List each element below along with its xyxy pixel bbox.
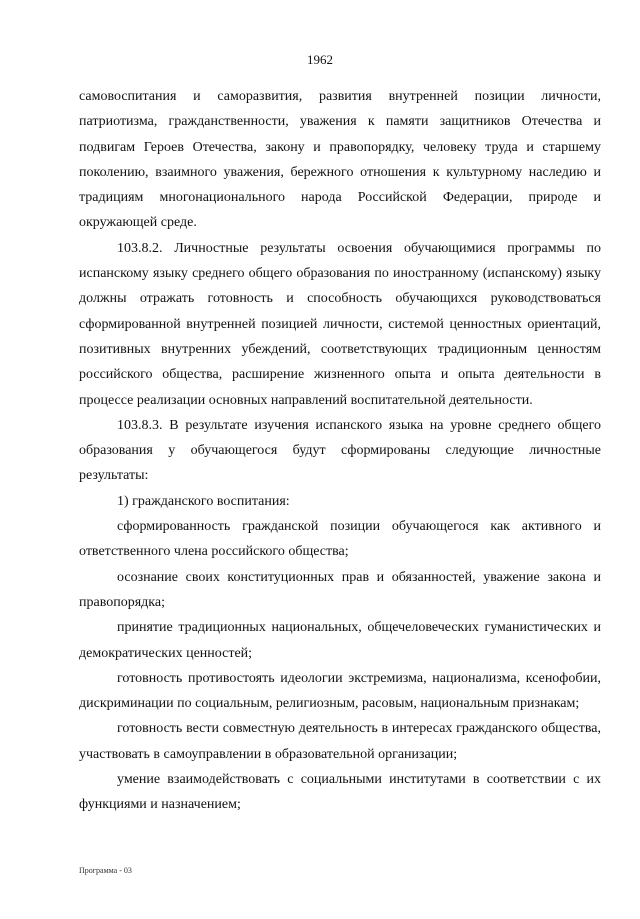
paragraph: умение взаимодействовать с социальными институтами в соответствии с их функциями и назначением; [79,772,601,813]
paragraph: самовоспитания и саморазвития, развития внутренней позиции личности, патриотизма, гражданственности, уважения к памяти защитников Отечества и подвигам Героев Отечества, закону и правопорядку, человеку труда и старшему поколению, взаимного уважения, бережного отношения к культурному наследию и традициям многонационального народа Российской Федерации, природе и окружающей среде. [79,89,601,231]
paragraph: 1) гражданского воспитания: [117,493,290,509]
paragraph: готовность вести совместную деятельность в интересах гражданского общества, участвовать в самоуправлении в образовательной организации; [79,721,601,762]
paragraph: 103.8.2. Личностные результаты освоения обучающимися программы по испанскому языку среднего общего образования по иностранному (испанскому) языку должны отражать готовность и способность обучающихся руководствоваться сформированной внутренней позицией личности, системой ценностных ориентаций, позитивных внутренних убеждений, соответствующих традиционным ценностям российского общества, расширение жизненного опыта и опыта деятельности в процессе реализации основных направлений воспитательной деятельности. [79,240,601,408]
paragraph: сформированность гражданской позиции обучающегося как активного и ответственного члена российского общества; [79,519,601,560]
document-body [79,84,601,818]
paragraph: готовность противостоять идеологии экстремизма, национализма, ксенофобии, дискриминации по социальным, религиозным, расовым, национальным признакам; [79,670,601,712]
paragraph: 103.8.3. В результате изучения испанского языка на уровне среднего общего образования у обучающегося будут сформированы следующие личностные результаты: [79,417,601,484]
page-number: 1962 [307,52,333,67]
paragraph: принятие традиционных национальных, общечеловеческих гуманистических и демократических ценностей; [79,620,601,661]
footer-label: Программа - 03 [79,866,132,875]
paragraph: осознание своих конституционных прав и обязанностей, уважение закона и правопорядка; [79,569,601,610]
